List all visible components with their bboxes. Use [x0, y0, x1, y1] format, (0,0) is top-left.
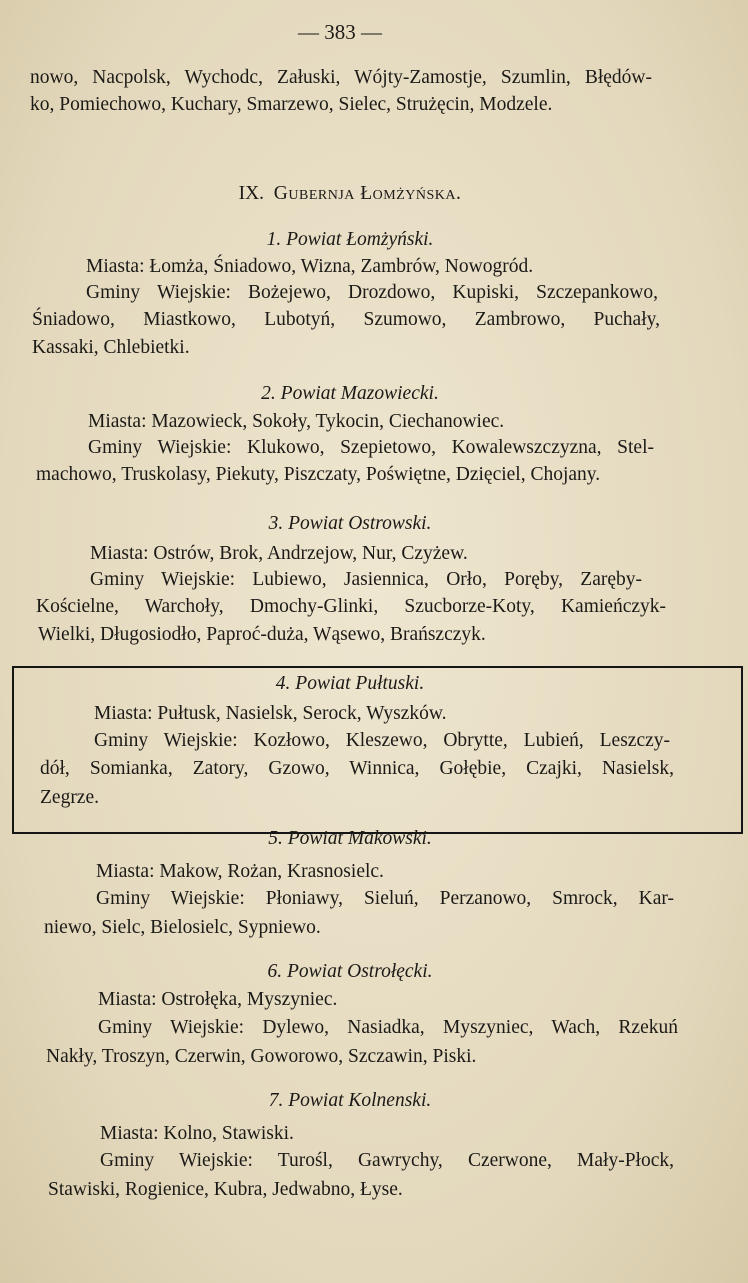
gminy-line: Nakły, Troszyn, Czerwin, Goworowo, Szczawin, Piski. [46, 1046, 477, 1067]
gminy-line: machowo, Truskolasy, Piekuty, Piszczaty, Poświętne, Dzięciel, Chojany. [36, 464, 601, 485]
intro-line-1: nowo, Nacpolsk, Wychodc, Załuski, Wójty-Zamostje, Szumlin, Błędów- [30, 67, 652, 88]
gminy-line: Gminy Wiejskie: Turośl, Gawrychy, Czerwone, Mały-Płock, [100, 1150, 674, 1171]
intro-line-2: ko, Pomiechowo, Kuchary, Smarzewo, Sielec, Strużęcin, Modzele. [30, 94, 553, 115]
gminy-line: Gminy Wiejskie: Klukowo, Szepietowo, Kowalewszczyzna, Stel- [88, 437, 654, 458]
gminy-line: Śniadowo, Miastkowo, Lubotyń, Szumowo, Zambrowo, Puchały, [32, 309, 660, 330]
powiat-heading: 1. Powiat Łomżyński. [266, 229, 434, 250]
powiat-heading: 3. Powiat Ostrowski. [268, 513, 432, 534]
gminy-line: Gminy Wiejskie: Kozłowo, Kleszewo, Obrytte, Lubień, Leszczy- [94, 730, 670, 751]
gminy-line: Stawiski, Rogienice, Kubra, Jedwabno, Łyse. [48, 1179, 403, 1200]
gminy-line: Wielki, Długosiodło, Paproć-duża, Wąsewo, Brańszczyk. [38, 624, 486, 645]
miasta-line: Miasta: Ostrołęka, Myszyniec. [98, 989, 338, 1010]
gubernia-roman: IX. [238, 183, 265, 204]
powiat-heading: 5. Powiat Makowski. [268, 828, 432, 849]
miasta-line: Miasta: Łomża, Śniadowo, Wizna, Zambrów, Nowogród. [86, 256, 534, 277]
gminy-line: Gminy Wiejskie: Bożejewo, Drozdowo, Kupiski, Szczepankowo, [86, 282, 658, 303]
gminy-line: dół, Somianka, Zatory, Gzowo, Winnica, Gołębie, Czajki, Nasielsk, [40, 758, 674, 779]
miasta-line: Miasta: Kolno, Stawiski. [100, 1123, 294, 1144]
page-number: — 383 — [298, 20, 382, 44]
miasta-line: Miasta: Pułtusk, Nasielsk, Serock, Wyszków. [94, 703, 447, 724]
gminy-line: Kassaki, Chlebietki. [32, 337, 190, 358]
gubernia-heading [90, 182, 610, 206]
powiat-heading: 6. Powiat Ostrołęcki. [267, 961, 433, 982]
gubernia-name: Gubernja Łomżyńska. [273, 183, 462, 204]
gminy-line: Zegrze. [40, 787, 99, 808]
miasta-line: Miasta: Mazowieck, Sokoły, Tykocin, Ciechanowiec. [88, 411, 505, 432]
gminy-line: Gminy Wiejskie: Dylewo, Nasiadka, Myszyniec, Wach, Rzekuń [98, 1017, 678, 1038]
miasta-line: Miasta: Ostrów, Brok, Andrzejow, Nur, Czyżew. [90, 543, 468, 564]
miasta-line: Miasta: Makow, Rożan, Krasnosielc. [96, 861, 384, 882]
powiat-heading: 7. Powiat Kolnenski. [268, 1090, 432, 1111]
gminy-line: Gminy Wiejskie: Lubiewo, Jasiennica, Orło, Poręby, Zaręby- [90, 569, 642, 590]
gminy-line: Gminy Wiejskie: Płoniawy, Sieluń, Perzanowo, Smrock, Kar- [96, 888, 674, 909]
powiat-heading: 4. Powiat Pułtuski. [275, 673, 425, 694]
gminy-line: Kościelne, Warchoły, Dmochy-Glinki, Szucborze-Koty, Kamieńczyk- [36, 596, 666, 617]
gminy-line: niewo, Sielc, Bielosielc, Sypniewo. [44, 917, 321, 938]
powiat-heading: 2. Powiat Mazowiecki. [261, 383, 439, 404]
